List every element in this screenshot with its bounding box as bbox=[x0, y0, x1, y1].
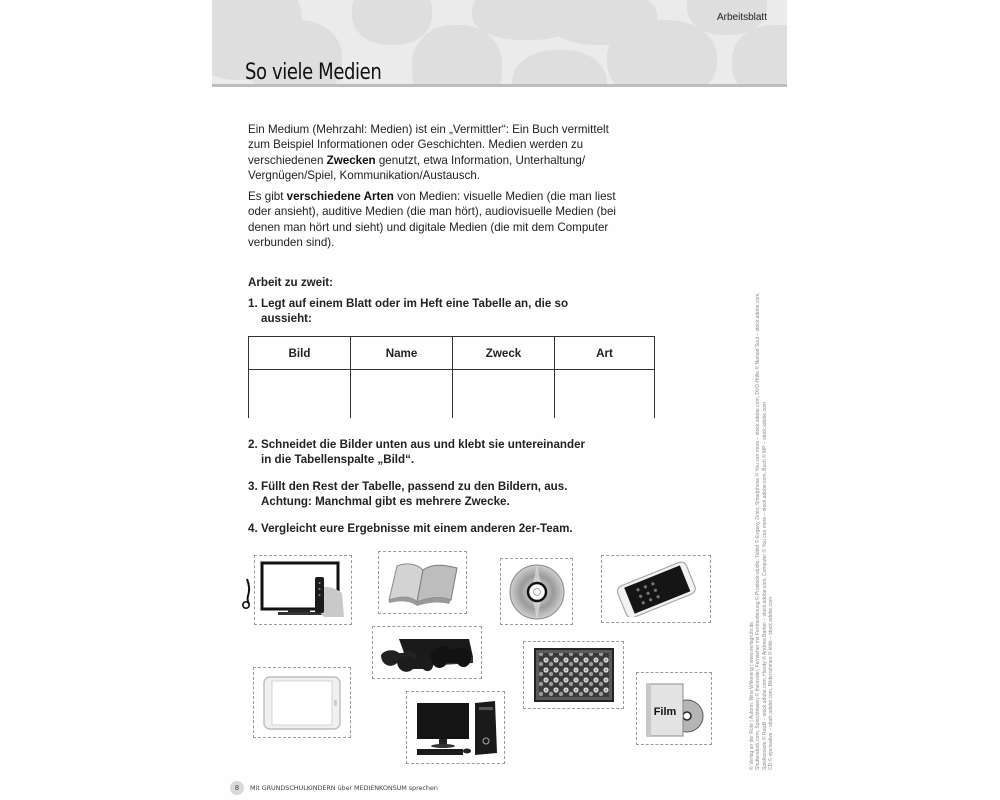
intro-paragraph-types: Es gibt verschiedene Arten von Medien: visuelle Medien (die man liest oder ansieht), auditive Medien (die man hört), audiovisuelle Medien (bei denen man hört und sieht) und digitale Medien (die mit dem Computer verbunden sind). bbox=[248, 190, 616, 249]
page-title: So viele Medien bbox=[245, 60, 382, 85]
book-title-footer: Mit GRUNDSCHULKINDERN über MEDIENKONSUM sprechen bbox=[250, 784, 438, 792]
cutout-game-console[interactable] bbox=[372, 626, 482, 679]
task-heading: Arbeit zu zweit: bbox=[248, 276, 334, 289]
table-cell bbox=[555, 370, 654, 418]
page-header bbox=[212, 0, 787, 87]
image-credits: © Verlag an der Ruhr | Autorin: Nina Wilkening | www.verlagruhr.de Shutterstock.com, Sprechblasen © theinsider, Fernseher mit Fernbedienung © Prostock-studio, Tablet © Evgeny Zimin, Smartphone © You can more – stock.adobe.com, DVD-Hülle © Nomad Soul – stock.adobe.com, Spielkonsole © RawB – stock.adobe.com, Handy © Andrew Barker – stock.adobe.com, Computer © You can more – stock.adobe.com, Buch © MP – stock.adobe.com CD © vipcreative – stock.adobe.com, Bilderrahmen © klikk – stock.adobe.com bbox=[749, 292, 774, 770]
table-header-name: Name bbox=[351, 337, 453, 370]
book-icon bbox=[383, 558, 463, 608]
cutout-smartphone[interactable] bbox=[601, 555, 711, 623]
cutout-tv[interactable] bbox=[254, 555, 352, 625]
table-header-bild: Bild bbox=[249, 337, 351, 370]
table-cell bbox=[249, 370, 351, 418]
cutout-tablet[interactable] bbox=[253, 667, 351, 738]
table-cell bbox=[351, 370, 453, 418]
template-table bbox=[248, 336, 655, 418]
cutout-book[interactable] bbox=[378, 551, 467, 614]
worksheet-page bbox=[212, 0, 787, 800]
svg-text:Film: Film bbox=[653, 705, 677, 718]
page-footer bbox=[230, 781, 438, 795]
cutout-cd[interactable] bbox=[500, 558, 573, 625]
tv-remote-icon bbox=[258, 559, 348, 621]
intro-paragraph-medium: Ein Medium (Mehrzahl: Medien) ist ein „Vermittler“: Ein Buch vermittelt zum Beispiel Informationen oder Geschichten. Medien werden zu verschiedenen Zwecken genutzt, etwa Information, Unterhaltung/ Vergnügen/Spiel, Kommunikation/Austausch. bbox=[248, 123, 609, 182]
table-cell bbox=[453, 370, 555, 418]
task-3: 3. Füllt den Rest der Tabelle, passend zu den Bildern, aus. Achtung: Manchmal gibt es mehrere Zwecke. bbox=[248, 480, 568, 509]
scissors-icon bbox=[241, 578, 253, 610]
dvd-case-icon bbox=[641, 678, 707, 740]
worksheet-type-label: Arbeitsblatt bbox=[716, 12, 767, 23]
task-4: 4. Vergleicht eure Ergebnisse mit einem anderen 2er-Team. bbox=[248, 522, 573, 535]
smartphone-icon bbox=[611, 561, 701, 617]
tablet-icon bbox=[262, 673, 342, 733]
page-number: 8 bbox=[230, 781, 244, 795]
task-1: 1. Legt auf einem Blatt oder im Heft eine Tabelle an, die so aussieht: bbox=[248, 297, 569, 326]
speech-bubble-decoration bbox=[412, 25, 502, 87]
desktop-computer-icon bbox=[411, 697, 501, 759]
framed-picture-icon bbox=[533, 647, 615, 703]
cutout-dvd[interactable] bbox=[636, 672, 712, 745]
cutout-desktop-computer[interactable] bbox=[406, 691, 505, 764]
table-header-zweck: Zweck bbox=[453, 337, 555, 370]
speech-bubble-decoration bbox=[732, 25, 787, 87]
cutout-framed-picture[interactable] bbox=[523, 641, 624, 709]
table-header-art: Art bbox=[555, 337, 654, 370]
speech-bubble-decoration bbox=[512, 50, 607, 87]
game-console-icon bbox=[377, 631, 477, 675]
speech-bubble-decoration bbox=[607, 20, 717, 87]
task-2: 2. Schneidet die Bilder unten aus und klebt sie untereinander in die Tabellenspalte „Bild“. bbox=[248, 438, 586, 467]
cd-icon bbox=[507, 562, 567, 622]
